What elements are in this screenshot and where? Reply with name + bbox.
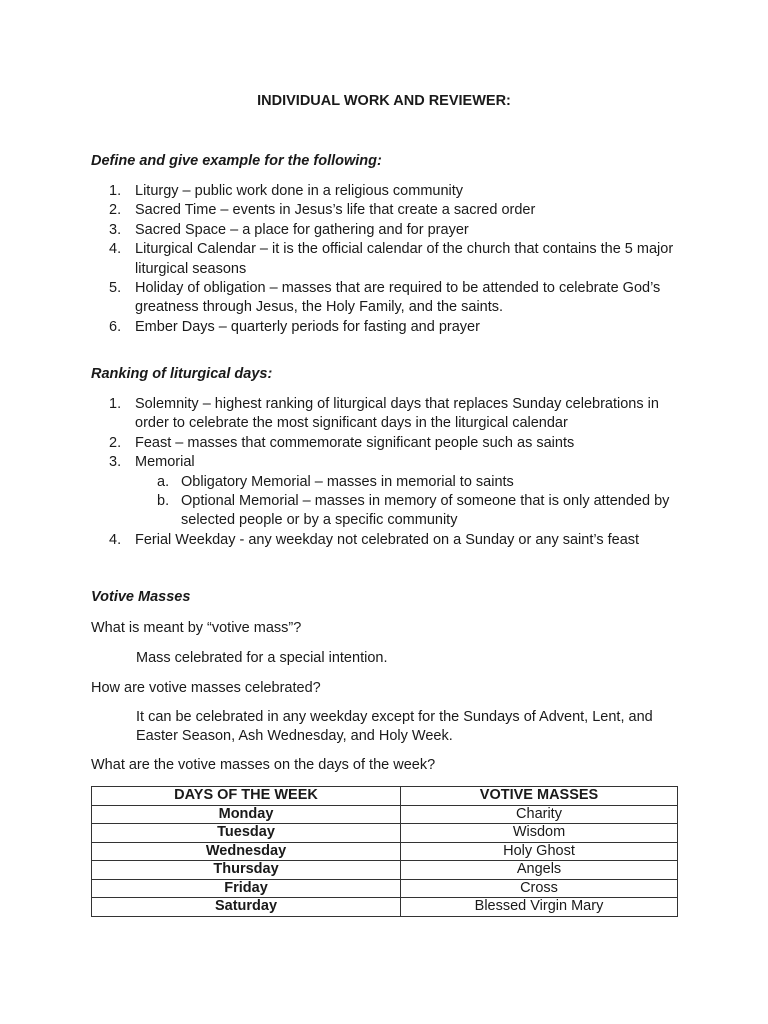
- table-row: [92, 824, 678, 843]
- question-votive-days: What are the votive masses on the days of the week?: [91, 757, 436, 773]
- question-votive-celebration: How are votive masses celebrated?: [91, 680, 321, 696]
- list-item: [91, 240, 681, 279]
- votive-cell: Wisdom: [401, 824, 678, 843]
- table-row: [92, 842, 678, 861]
- table-row: [92, 879, 678, 898]
- table-row: [92, 861, 678, 880]
- day-cell: Friday: [92, 879, 401, 898]
- list-text: Memorial: [135, 454, 195, 471]
- ranking-list: [91, 395, 681, 550]
- votive-cell: Holy Ghost: [401, 842, 678, 861]
- sublist-text: Optional Memorial – masses in memory of someone that is only attended by selected people or by a specific community: [181, 493, 670, 529]
- list-number: 4.: [109, 241, 122, 258]
- sublist-item: [135, 492, 681, 531]
- list-text: Liturgical Calendar – it is the official calendar of the church that contains the 5 major liturgical seasons: [135, 241, 674, 277]
- section-heading-definitions: Define and give example for the following:: [91, 153, 382, 169]
- page-title: INDIVIDUAL WORK AND REVIEWER:: [257, 93, 511, 109]
- section-heading-votive: Votive Masses: [91, 589, 191, 605]
- answer-votive-meaning: Mass celebrated for a special intention.: [136, 650, 388, 666]
- list-item: [91, 434, 681, 453]
- column-header-votive: VOTIVE MASSES: [401, 787, 678, 806]
- day-cell: Tuesday: [92, 824, 401, 843]
- list-item: [91, 395, 681, 434]
- table-header-row: [92, 787, 678, 806]
- list-item: [91, 221, 681, 240]
- list-item: [91, 453, 681, 531]
- sublist-text: Obligatory Memorial – masses in memorial to saints: [181, 473, 514, 490]
- votive-cell: Cross: [401, 879, 678, 898]
- sublist-letter: a.: [157, 473, 170, 490]
- list-text: Feast – masses that commemorate significant people such as saints: [135, 434, 575, 451]
- votive-cell: Blessed Virgin Mary: [401, 898, 678, 917]
- list-text: Solemnity – highest ranking of liturgical days that replaces Sunday celebrations in order to celebrate the most significant days in the liturgical calendar: [135, 396, 659, 432]
- sublist-item: [135, 473, 681, 492]
- list-item: [91, 201, 681, 220]
- list-number: 2.: [109, 434, 122, 451]
- table-row: [92, 805, 678, 824]
- list-number: 2.: [109, 202, 122, 219]
- table-row: [92, 898, 678, 917]
- memorial-sublist: [135, 473, 681, 531]
- list-number: 3.: [109, 454, 122, 471]
- list-text: Ember Days – quarterly periods for fasting and prayer: [135, 318, 480, 335]
- list-number: 4.: [109, 531, 122, 548]
- day-cell: Thursday: [92, 861, 401, 880]
- list-number: 6.: [109, 318, 122, 335]
- votive-masses-table: [91, 786, 678, 917]
- list-number: 1.: [109, 183, 122, 199]
- list-number: 1.: [109, 396, 122, 412]
- column-header-days: DAYS OF THE WEEK: [92, 787, 401, 806]
- day-cell: Saturday: [92, 898, 401, 917]
- definitions-list: [91, 182, 681, 337]
- list-text: Ferial Weekday - any weekday not celebrated on a Sunday or any saint’s feast: [135, 531, 640, 548]
- list-text: Liturgy – public work done in a religious community: [135, 183, 464, 199]
- list-item: [91, 182, 681, 201]
- list-text: Sacred Time – events in Jesus’s life that create a sacred order: [135, 202, 536, 219]
- day-cell: Monday: [92, 805, 401, 824]
- list-item: [91, 279, 681, 318]
- answer-votive-celebration: It can be celebrated in any weekday except for the Sundays of Advent, Lent, and Easter Season, Ash Wednesday, and Holy Week.: [136, 709, 653, 745]
- list-text: Sacred Space – a place for gathering and for prayer: [135, 221, 469, 238]
- list-item: [91, 531, 681, 550]
- votive-cell: Angels: [401, 861, 678, 880]
- list-number: 5.: [109, 280, 122, 297]
- day-cell: Wednesday: [92, 842, 401, 861]
- list-item: [91, 318, 681, 337]
- section-heading-ranking: Ranking of liturgical days:: [91, 366, 273, 382]
- list-number: 3.: [109, 221, 122, 238]
- votive-cell: Charity: [401, 805, 678, 824]
- sublist-letter: b.: [157, 493, 170, 510]
- question-votive-meaning: What is meant by “votive mass”?: [91, 620, 302, 636]
- list-text: Holiday of obligation – masses that are required to be attended to celebrate God’s greatness through Jesus, the Holy Family, and the saints.: [135, 280, 661, 316]
